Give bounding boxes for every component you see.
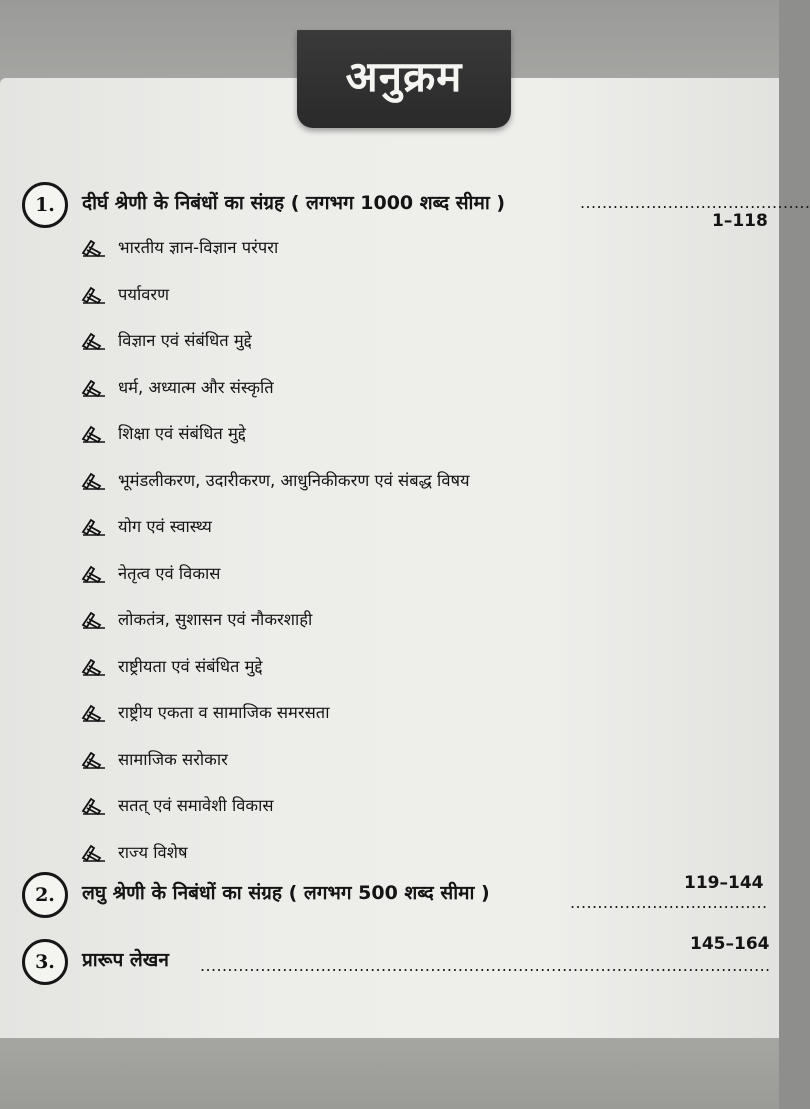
toc-item-label: विज्ञान एवं संबंधित मुद्दे — [118, 331, 252, 350]
pen-paper-bullet-icon — [80, 516, 108, 538]
toc-item — [80, 649, 262, 685]
pen-paper-bullet-icon — [80, 656, 108, 678]
pen-paper-bullet-icon — [80, 377, 108, 399]
toc-item — [80, 602, 312, 638]
toc-item-label: भूमंडलीकरण, उदारीकरण, आधुनिकीकरण एवं संबद्ध विषय — [118, 471, 470, 490]
toc-item-label: नेतृत्व एवं विकास — [118, 564, 221, 583]
section-page-range: 1–118 — [712, 211, 768, 231]
toc-item-label: धर्म, अध्यात्म और संस्कृति — [118, 378, 274, 397]
toc-item — [80, 556, 220, 592]
pen-paper-bullet-icon — [80, 702, 108, 724]
section-number-badge: 3. — [22, 939, 68, 985]
toc-item-label: पर्यावरण — [118, 285, 170, 304]
dot-leader: .................................... — [570, 893, 768, 912]
toc-section-2 — [22, 872, 768, 922]
pen-paper-bullet-icon — [80, 563, 108, 585]
heading-tab — [297, 30, 511, 128]
pen-paper-bullet-icon — [80, 795, 108, 817]
section-page-range: 145–164 — [690, 934, 770, 954]
pen-paper-bullet-icon — [80, 842, 108, 864]
pen-paper-bullet-icon — [80, 609, 108, 631]
toc-item — [80, 509, 212, 545]
toc-item-label: योग एवं स्वास्थ्य — [118, 517, 212, 536]
toc-item-label: शिक्षा एवं संबंधित मुद्दे — [118, 424, 246, 443]
toc-item — [80, 835, 187, 871]
pen-paper-bullet-icon — [80, 423, 108, 445]
toc-item-label: भारतीय ज्ञान-विज्ञान परंपरा — [118, 238, 279, 257]
toc-item-label: सामाजिक सरोकार — [118, 750, 228, 769]
toc-section-1 — [22, 182, 810, 232]
toc-item-label: राज्य विशेष — [118, 843, 188, 862]
toc-item-label: लोकतंत्र, सुशासन एवं नौकरशाही — [118, 610, 313, 629]
section-number-badge: 1. — [22, 182, 68, 228]
toc-item — [80, 323, 252, 359]
pen-paper-bullet-icon — [80, 330, 108, 352]
toc-item — [80, 788, 274, 824]
pen-paper-bullet-icon — [80, 237, 108, 259]
dot-leader: ........................................................................................................ — [200, 956, 771, 975]
toc-item-label: सतत् एवं समावेशी विकास — [118, 796, 274, 815]
pen-paper-bullet-icon — [80, 749, 108, 771]
page-bottom-edge — [0, 1038, 779, 1109]
section-title: दीर्घ श्रेणी के निबंधों का संग्रह ( लगभग 1000 शब्द सीमा ) — [82, 192, 506, 214]
toc-item — [80, 463, 470, 499]
toc-item — [80, 230, 278, 266]
toc-section-3 — [22, 934, 771, 989]
pen-paper-bullet-icon — [80, 470, 108, 492]
section-title: लघु श्रेणी के निबंधों का संग्रह ( लगभग 500 शब्द सीमा ) — [82, 882, 490, 904]
toc-item-label: राष्ट्रीयता एवं संबंधित मुद्दे — [118, 657, 263, 676]
page-title: अनुक्रम — [345, 52, 463, 101]
section-title: प्रारूप लेखन — [82, 949, 169, 971]
toc-item-label: राष्ट्रीय एकता व सामाजिक समरसता — [118, 703, 330, 722]
section-number-badge: 2. — [22, 872, 68, 918]
pen-paper-bullet-icon — [80, 284, 108, 306]
toc-item — [80, 742, 228, 778]
section-page-range: 119–144 — [684, 873, 764, 893]
toc-item — [80, 416, 246, 452]
dot-leader: .......................................... — [580, 193, 810, 212]
toc-item — [80, 370, 274, 406]
toc-item — [80, 695, 330, 731]
toc-item — [80, 277, 169, 313]
